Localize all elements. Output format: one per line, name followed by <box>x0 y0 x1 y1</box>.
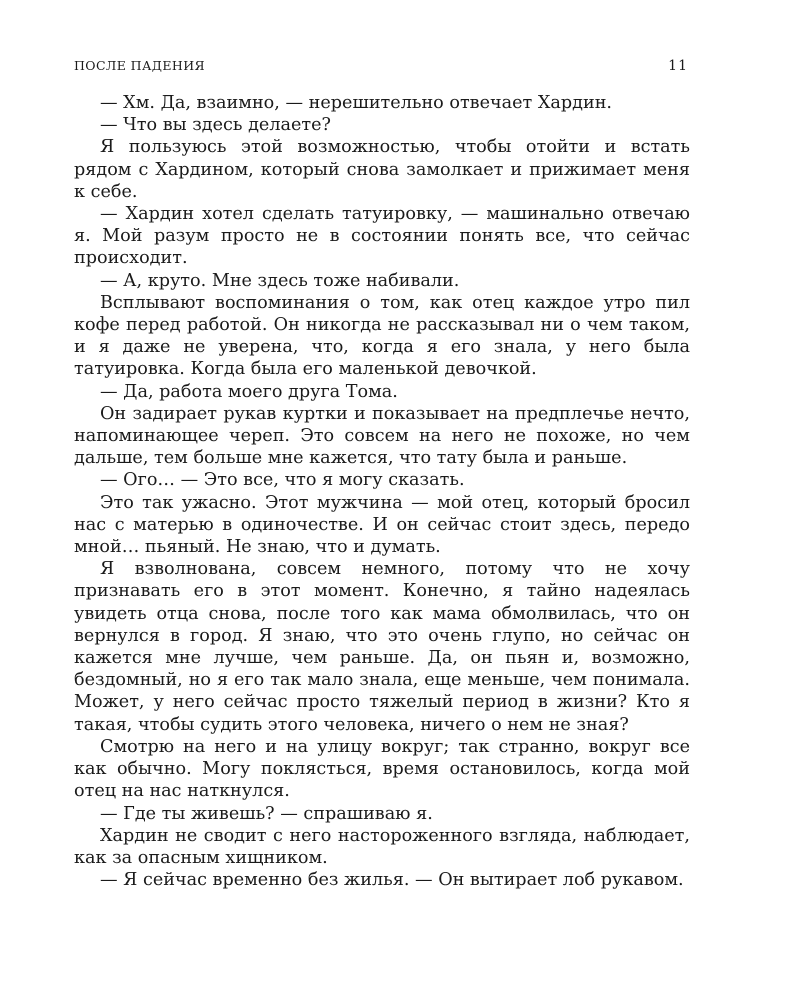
paragraph: Это так ужасно. Этот мужчина — мой отец, который бросил нас с матерью в одиночестве. И он сейчас стоит здесь, передо мной… пьяный. Не знаю, что и думать. <box>74 492 690 558</box>
paragraph: — Что вы здесь делаете? <box>100 115 331 136</box>
paragraph: Он задирает рукав куртки и показывает на предплечье нечто, напоминающее череп. Это совсем на него не похоже, но чем дальше, тем больше мне кажется, что тату была и раньше. <box>74 403 690 469</box>
paragraph: — Хм. Да, взаимно, — нерешительно отвечает Хардин. <box>100 93 613 113</box>
paragraph: Хардин не сводит с него настороженного взгляда, наблюдает, как за опасным хищником. <box>74 825 690 868</box>
running-title: ПОСЛЕ ПАДЕНИЯ <box>74 58 205 73</box>
body-text <box>74 92 690 891</box>
paragraph: Смотрю на него и на улицу вокруг; так странно, вокруг все как обычно. Могу поклясться, время остановилось, когда мой отец на нас наткнулся. <box>74 736 690 802</box>
book-page <box>74 58 690 938</box>
paragraph: Всплывают воспоминания о том, как отец каждое утро пил кофе перед работой. Он никогда не рассказывал ни о чем таком, и я даже не уверена, что, когда я его знала, у него была татуировка. Когда была его маленькой девочкой. <box>74 292 690 380</box>
paragraph: — Да, работа моего друга Тома. <box>100 381 398 402</box>
paragraph: — Хардин хотел сделать татуировку, — машинально отвечаю я. Мой разум просто не в состоянии понять все, что сейчас происходит. <box>74 204 690 269</box>
page-number: 11 <box>668 58 688 74</box>
paragraph: Я взволнована, совсем немного, потому что не хочу признавать его в этот момент. Конечно, я тайно надеялась увидеть отца снова, после того как мама обмолвилась, что он вернулся в город. Я знаю, что это очень глупо, но сейчас он кажется мне лучше, чем раньше. Да, он пьян и, возможно, бездомный, но я его так мало знала, еще меньше, чем понимала. Может, у него сейчас просто тяжелый период в жизни? Кто я такая, чтобы судить этого человека, ничего о нем не зная? <box>74 559 690 735</box>
running-header <box>74 58 690 84</box>
paragraph: — Я сейчас временно без жилья. — Он вытирает лоб рукавом. <box>100 870 684 891</box>
paragraph: — Ого… — Это все, что я могу сказать. <box>100 470 465 491</box>
paragraph: — А, круто. Мне здесь тоже набивали. <box>100 270 460 291</box>
paragraph: — Где ты живешь? — спрашиваю я. <box>100 803 433 824</box>
paragraph: Я пользуюсь этой возможностью, чтобы отойти и встать рядом с Хардином, который снова замолкает и прижимает меня к себе. <box>74 137 690 202</box>
